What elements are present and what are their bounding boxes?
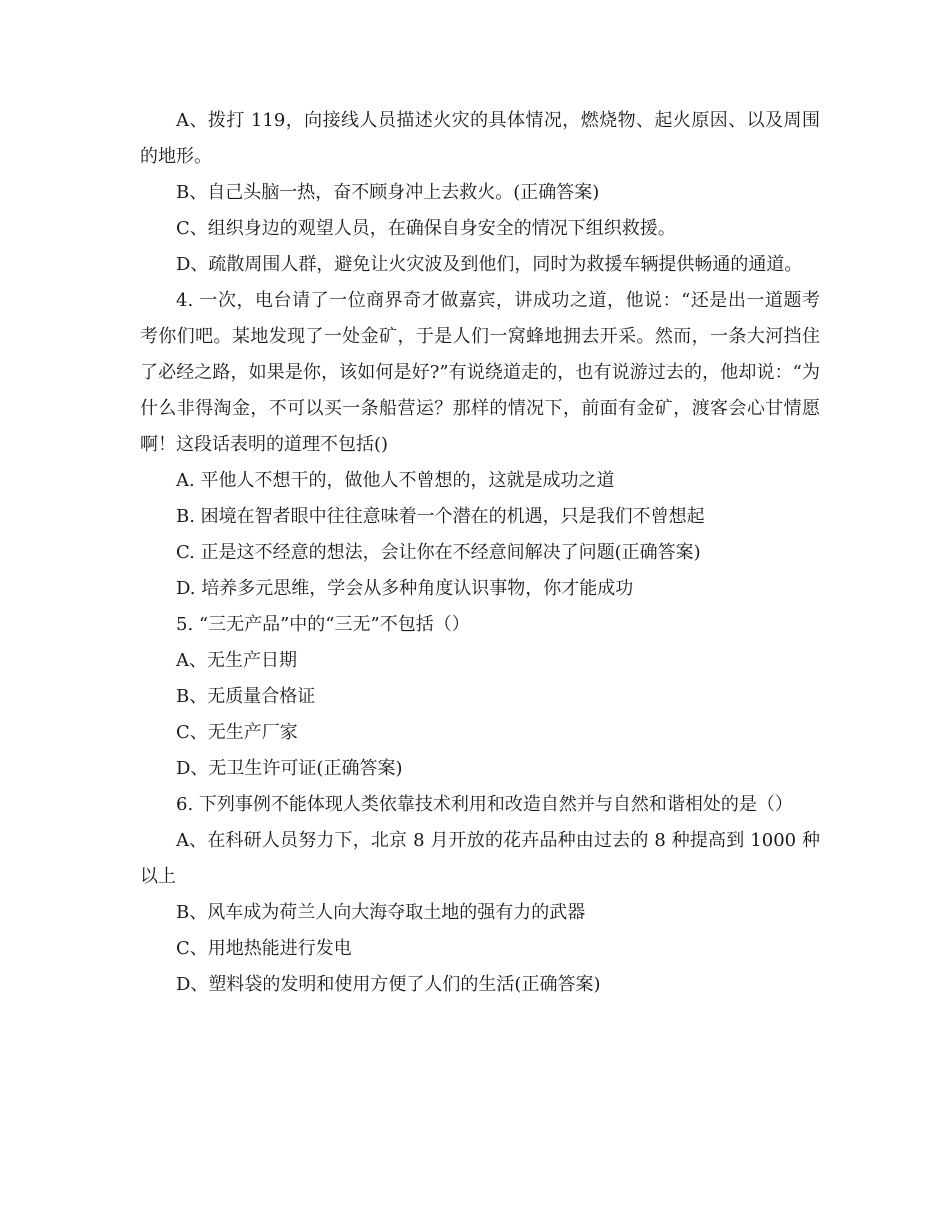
q6-option-a: A、在科研人员努力下，北京 8 月开放的花卉品种由过去的 8 种提高到 1000 种以上	[140, 830, 820, 887]
document-body	[140, 103, 820, 1003]
q6-option-b: B、风车成为荷兰人向大海夺取土地的强有力的武器	[176, 902, 586, 923]
question-6: 6. 下列事例不能体现人类依靠技术利用和改造自然并与自然和谐相处的是（）	[176, 794, 793, 815]
q5-option-a: A、无生产日期	[176, 650, 297, 671]
question-4: 4. 一次，电台请了一位商界奇才做嘉宾，讲成功之道，他说：“还是出一道题考考你们吧。某地发现了一处金矿，于是人们一窝蜂地拥去开采。然而，一条大河挡住了必经之路，如果是你，该如何是好?”有说绕道走的，也有说游过去的，他却说：“为什么非得淘金，不可以买一条船营运？那样的情况下，前面有金矿，渡客会心甘情愿啊！这段话表明的道理不包括()	[140, 290, 820, 455]
question-5: 5. “三无产品”中的“三无”不包括（）	[176, 614, 470, 635]
q4-option-a: A. 平他人不想干的，做他人不曾想的，这就是成功之道	[176, 470, 615, 491]
q6-option-d: D、塑料袋的发明和使用方便了人们的生活(正确答案)	[176, 974, 601, 995]
q4-option-c: C. 正是这不经意的想法，会让你在不经意间解决了问题(正确答案)	[176, 542, 701, 563]
q3-option-c: C、组织身边的观望人员，在确保自身安全的情况下组织救援。	[176, 218, 676, 239]
q3-option-b: B、自己头脑一热，奋不顾身冲上去救火。(正确答案)	[176, 182, 600, 203]
q3-option-a: A、拨打 119，向接线人员描述火灾的具体情况，燃烧物、起火原因、以及周围的地形。	[140, 110, 820, 167]
q5-option-b: B、无质量合格证	[176, 686, 316, 707]
q5-option-c: C、无生产厂家	[176, 722, 298, 743]
q3-option-d: D、疏散周围人群，避免让火灾波及到他们，同时为救援车辆提供畅通的通道。	[176, 254, 803, 275]
q4-option-d: D. 培养多元思维，学会从多种角度认识事物，你才能成功	[176, 578, 634, 599]
q5-option-d: D、无卫生许可证(正确答案)	[176, 758, 403, 779]
q6-option-c: C、用地热能进行发电	[176, 938, 352, 959]
q4-option-b: B. 困境在智者眼中往往意味着一个潜在的机遇，只是我们不曾想起	[176, 506, 705, 527]
